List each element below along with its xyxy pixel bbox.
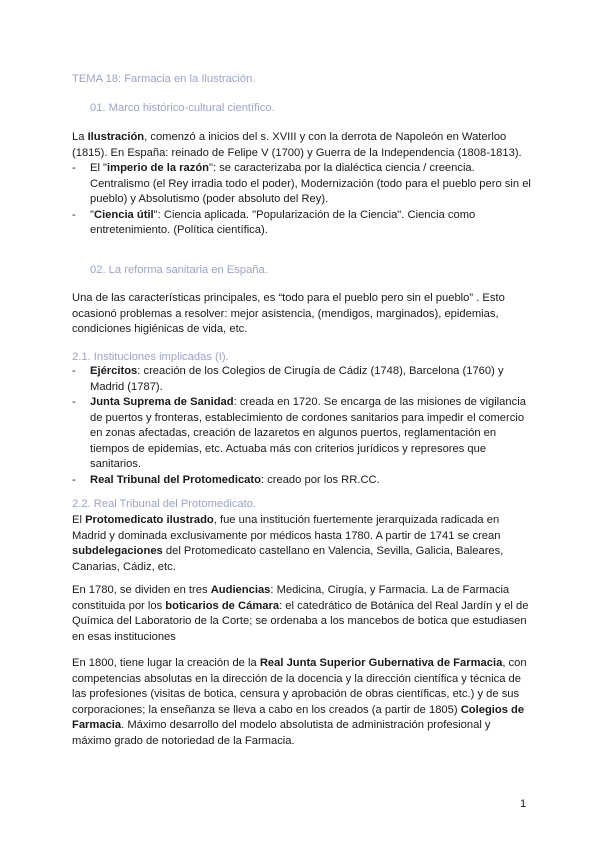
list-item: - Real Tribunal del Protomedicato: creado por los RR.CC. xyxy=(72,473,380,486)
bullet-list-sec1 xyxy=(72,161,532,239)
list-item: - "Ciencia útil": Ciencia aplicada. "Popularización de la Ciencia". Ciencia como entretenimiento. (Política científica). xyxy=(72,208,476,236)
paragraph-protomedicato: El Protomedicato ilustrado, fue una institución fuertemente jerarquizada radicada en Madrid y dominada exclusivamente por médicos hasta 1780. A partir de 1741 se crean subdelegaciones del Protomedicato castellano en Valencia, Sevilla, Galicia, Baleares, Canarias, Cádiz, etc. xyxy=(72,514,504,573)
section-heading-2-1: 2.1. Instituciones implicadas (I). xyxy=(72,351,229,363)
section-heading-01: 01. Marco histórico-cultural científico. xyxy=(90,102,275,114)
paragraph-ilustracion: La Ilustración, comenzó a inicios del s. XVIII y con la derrota de Napoleón en Waterloo (1815). En España: reinado de Felipe V (1700) y Guerra de la Independencia (1808-1813). xyxy=(72,131,522,159)
document-title: TEMA 18: Farmacia en la Ilustración. xyxy=(72,73,256,85)
list-item: - El "imperio de la razón": se caracterizaba por la dialéctica ciencia / creencia. Centralismo (el Rey irradia todo el poder), Modernización (todo para el pueblo pero sin el pueblo) y Absolutismo (poder absoluto del Rey). xyxy=(72,162,531,205)
page-number: 1 xyxy=(520,798,527,810)
paragraph-reforma: Una de las características principales, es “todo para el pueblo pero sin el pueblo” . Esto ocasionó problemas a resolver: mejor asistencia, (mendigos, marginados), epidemias, condiciones higiénicas de vida, etc. xyxy=(72,292,505,335)
paragraph-real-junta: En 1800, tiene lugar la creación de la Real Junta Superior Gubernativa de Farmacia, con competencias absolutas en la dirección de la docencia y la dirección científica y técnica de las profesiones (visitas de botica, censura y aprobación de obras científicas, etc.) y de sus corporaciones; la enseñanza se lleva a cabo en los creados (a partir de 1805) Colegios de Farmacia. Máximo desarrollo del modelo absolutista de administración profesional y máximo grado de notoriedad de la Farmacia. xyxy=(72,657,527,747)
section-heading-2-2: 2.2. Real Tribunal del Protomedicato. xyxy=(72,498,257,510)
list-item: - Junta Suprema de Sanidad: creada en 1720. Se encarga de las misiones de vigilancia de puertos y fronteras, establecimiento de cordones sanitarios para impedir el comercio en zonas afectadas, creación de lazaretos en algunos puertos, reglamentación en tiempos de epidemias, etc. Actuaba más con criterios jurídicos y represores que sanitarios. xyxy=(72,396,526,470)
paragraph-audiencias: En 1780, se dividen en tres Audiencias: Medicina, Cirugía, y Farmacia. La de Farmacia constituida por los boticarios de Cámara: el catedrático de Botánica del Real Jardín y el de Química del Laboratorio de la Corte; se ordenaba a los mancebos de botica que estudiasen en esas instituciones xyxy=(72,584,529,643)
section-heading-02: 02. La reforma sanitaria en España. xyxy=(90,264,268,276)
list-item: - Ejércitos: creación de los Colegios de Cirugía de Cádiz (1748), Barcelona (1760) y Madrid (1787). xyxy=(72,365,504,393)
bullet-list-instituciones xyxy=(72,364,532,488)
